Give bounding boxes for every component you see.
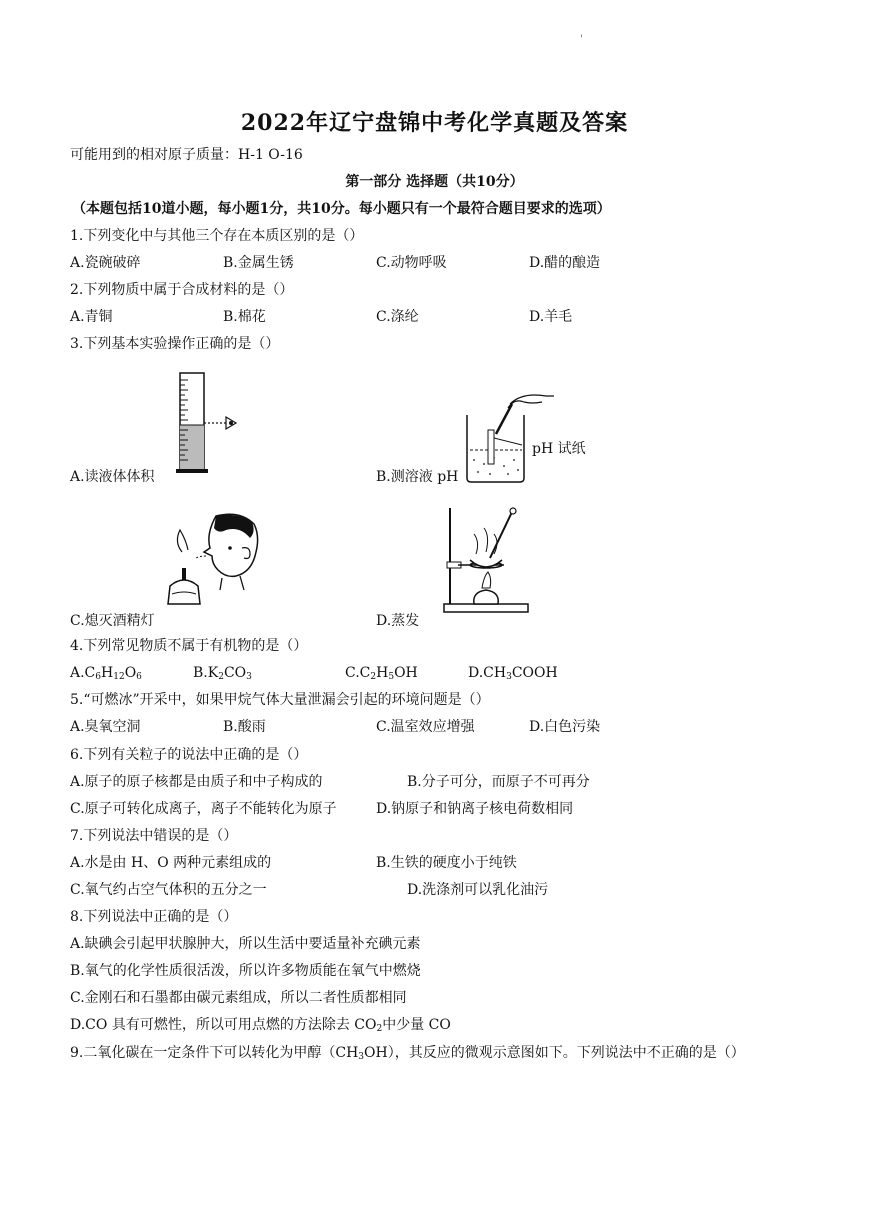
option-d: D.钠原子和钠离子核电荷数相同	[376, 801, 574, 817]
evaporation-setup-figure	[440, 506, 540, 614]
ph-test-figure	[462, 390, 562, 485]
option-d: D.白色污染	[529, 719, 601, 735]
option-c: $C.C_2H_5OH$	[345, 665, 418, 682]
ph-paper-label: pH 试纸	[532, 441, 586, 457]
option-d: D.CO 具有可燃性，所以可用点燃的方法除去 $CO_2$中少量 CO	[70, 1017, 451, 1034]
option-c: C.熄灭酒精灯	[70, 613, 155, 629]
option-a: A.瓷碗破碎	[70, 255, 141, 271]
question-stem: 8.下列说法中正确的是（）	[70, 909, 238, 925]
option-b: B.氧气的化学性质很活泼，所以许多物质能在氧气中燃烧	[70, 963, 421, 979]
blowing-alcohol-lamp-figure	[160, 512, 270, 612]
atomic-masses: 可能用到的相对原子质量：H-1 O-16	[70, 147, 303, 163]
option-a: A.缺碘会引起甲状腺肿大，所以生活中要适量补充碘元素	[70, 936, 421, 952]
option-b: B.生铁的硬度小于纯铁	[376, 855, 517, 871]
option-d: D.洗涤剂可以乳化油污	[407, 882, 549, 898]
section-instructions: （本题包括10道小题，每小题1分，共10分。每小题只有一个最符合题目要求的选项）	[72, 201, 611, 217]
option-a: A.读液体体积	[70, 469, 155, 485]
question-stem: 5.“可燃冰”开采中，如果甲烷气体大量泄漏会引起的环境问题是（）	[70, 692, 490, 708]
option-c: C.涤纶	[376, 309, 419, 325]
option-b: B.分子可分，而原子不可再分	[407, 774, 590, 790]
page-title: 2022年辽宁盘锦中考化学真题及答案	[240, 110, 629, 136]
option-d: D.醋的酿造	[529, 255, 601, 271]
option-b: B.测溶液 pH	[376, 469, 459, 485]
question-stem: 3.下列基本实验操作正确的是（）	[70, 336, 280, 352]
option-a: A.臭氧空洞	[70, 719, 141, 735]
option-b: $B.K_2CO_3$	[193, 665, 252, 682]
option-c: C.温室效应增强	[376, 719, 475, 735]
option-a: $A.C_6H_{12}O_6$	[70, 665, 142, 682]
question-stem: 4.下列常见物质不属于有机物的是（）	[70, 638, 308, 654]
option-c: C.金刚石和石墨都由碳元素组成，所以二者性质都相同	[70, 990, 407, 1006]
option-a: A.原子的原子核都是由质子和中子构成的	[70, 774, 323, 790]
option-d: $D.CH_3COOH$	[468, 665, 558, 682]
option-c: C.氧气约占空气体积的五分之一	[70, 882, 267, 898]
option-b: B.金属生锈	[223, 255, 294, 271]
section-heading: 第一部分 选择题（共10分）	[345, 174, 524, 190]
graduated-cylinder-figure	[170, 370, 250, 475]
option-c: C.动物呼吸	[376, 255, 447, 271]
option-c: C.原子可转化成离子，离子不能转化为原子	[70, 801, 337, 817]
question-stem: 2.下列物质中属于合成材料的是（）	[70, 282, 294, 298]
option-d: D.蒸发	[376, 613, 420, 629]
question-stem: 7.下列说法中错误的是（）	[70, 828, 238, 844]
option-b: B.酸雨	[223, 719, 266, 735]
question-stem: 6.下列有关粒子的说法中正确的是（）	[70, 747, 308, 763]
question-stem: 1.下列变化中与其他三个存在本质区别的是（）	[70, 228, 364, 244]
option-d: D.羊毛	[529, 309, 573, 325]
question-stem: 9.二氧化碳在一定条件下可以转化为甲醇$(CH_3OH)$，其反应的微观示意图如下。下列说法中不正确的是（）	[70, 1045, 745, 1062]
option-b: B.棉花	[223, 309, 266, 325]
top-mark: '	[580, 34, 583, 45]
option-a: A.水是由 H、O 两种元素组成的	[70, 855, 272, 871]
option-a: A.青铜	[70, 309, 113, 325]
